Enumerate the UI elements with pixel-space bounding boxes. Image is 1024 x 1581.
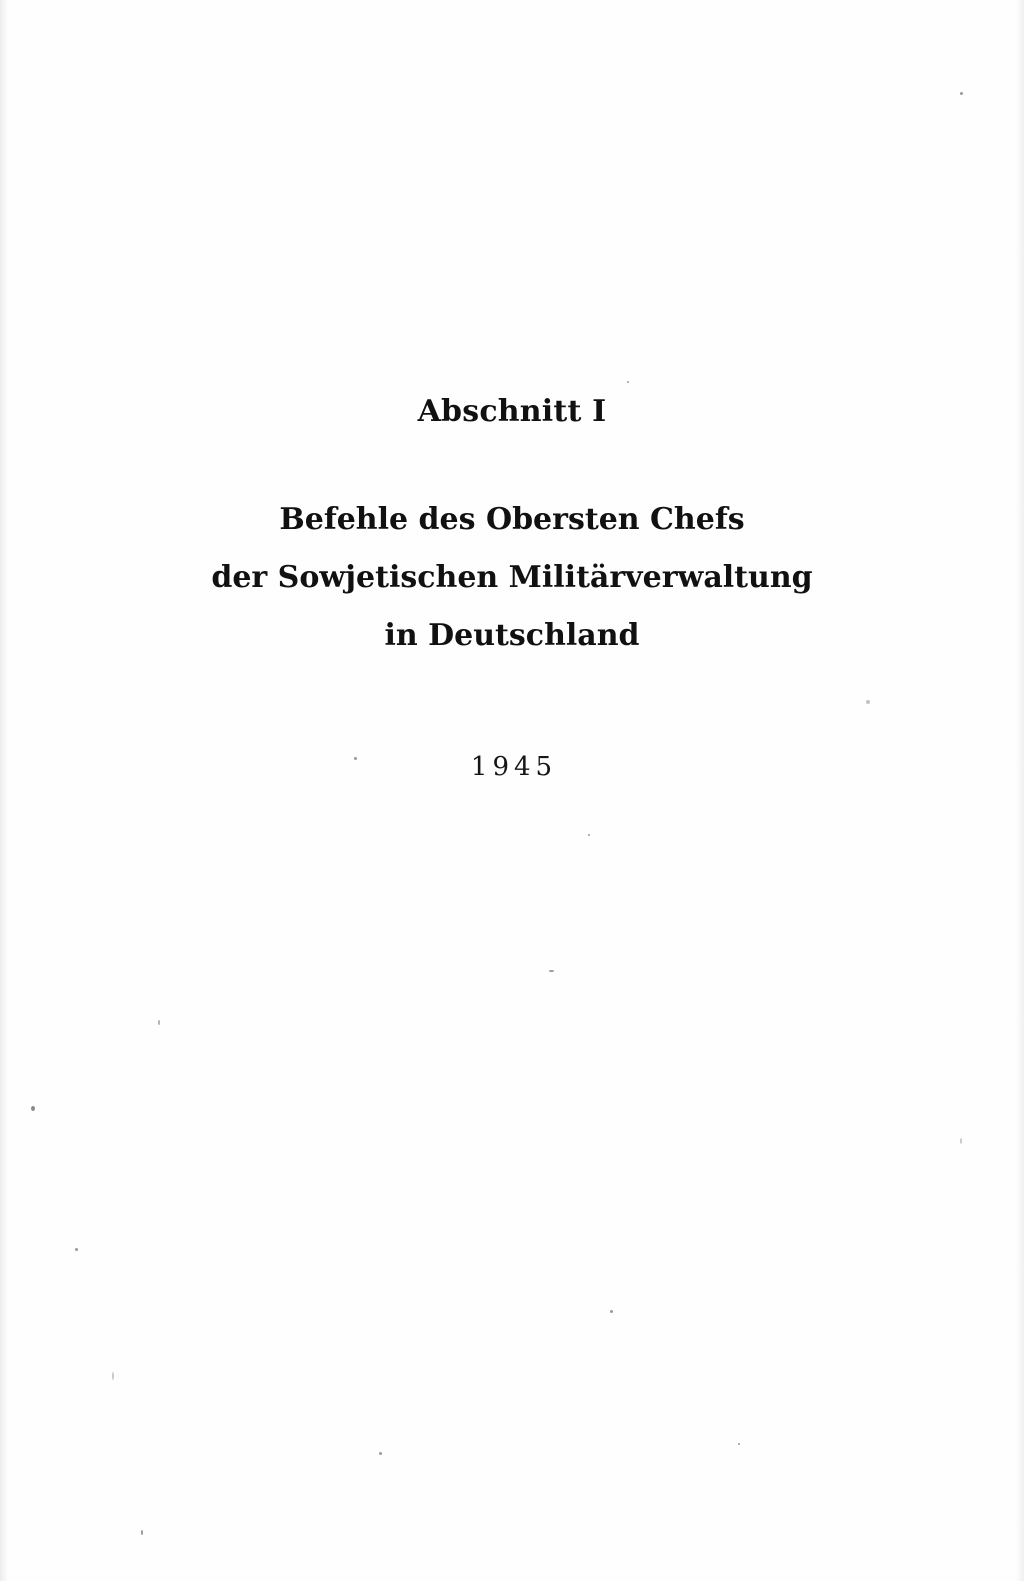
scan-speck: [738, 1443, 740, 1445]
scan-speck: [158, 1020, 160, 1025]
title-line-2: der Sowjetischen Militärverwaltung: [211, 560, 813, 595]
scan-speck: [31, 1106, 35, 1111]
scan-speck: [588, 834, 590, 836]
page-edge-right: [1016, 0, 1024, 1581]
scan-speck: [610, 1310, 613, 1313]
page-edge-left: [0, 0, 8, 1581]
scan-speck: [866, 700, 870, 704]
chapter-title: [0, 494, 1024, 668]
section-heading: Abschnitt I: [417, 394, 607, 429]
scan-speck: [960, 1138, 962, 1144]
title-line-1: Befehle des Obersten Chefs: [279, 502, 745, 537]
scan-speck: [627, 381, 629, 383]
year-label: 1945: [470, 752, 558, 782]
scan-speck: [960, 92, 963, 95]
scan-speck: [549, 970, 554, 972]
scan-speck: [141, 1530, 143, 1535]
scan-speck: [75, 1248, 78, 1251]
scan-speck: [112, 1372, 114, 1380]
scan-speck: [354, 757, 357, 760]
scan-speck: [379, 1452, 382, 1455]
title-line-3: in Deutschland: [384, 618, 640, 653]
